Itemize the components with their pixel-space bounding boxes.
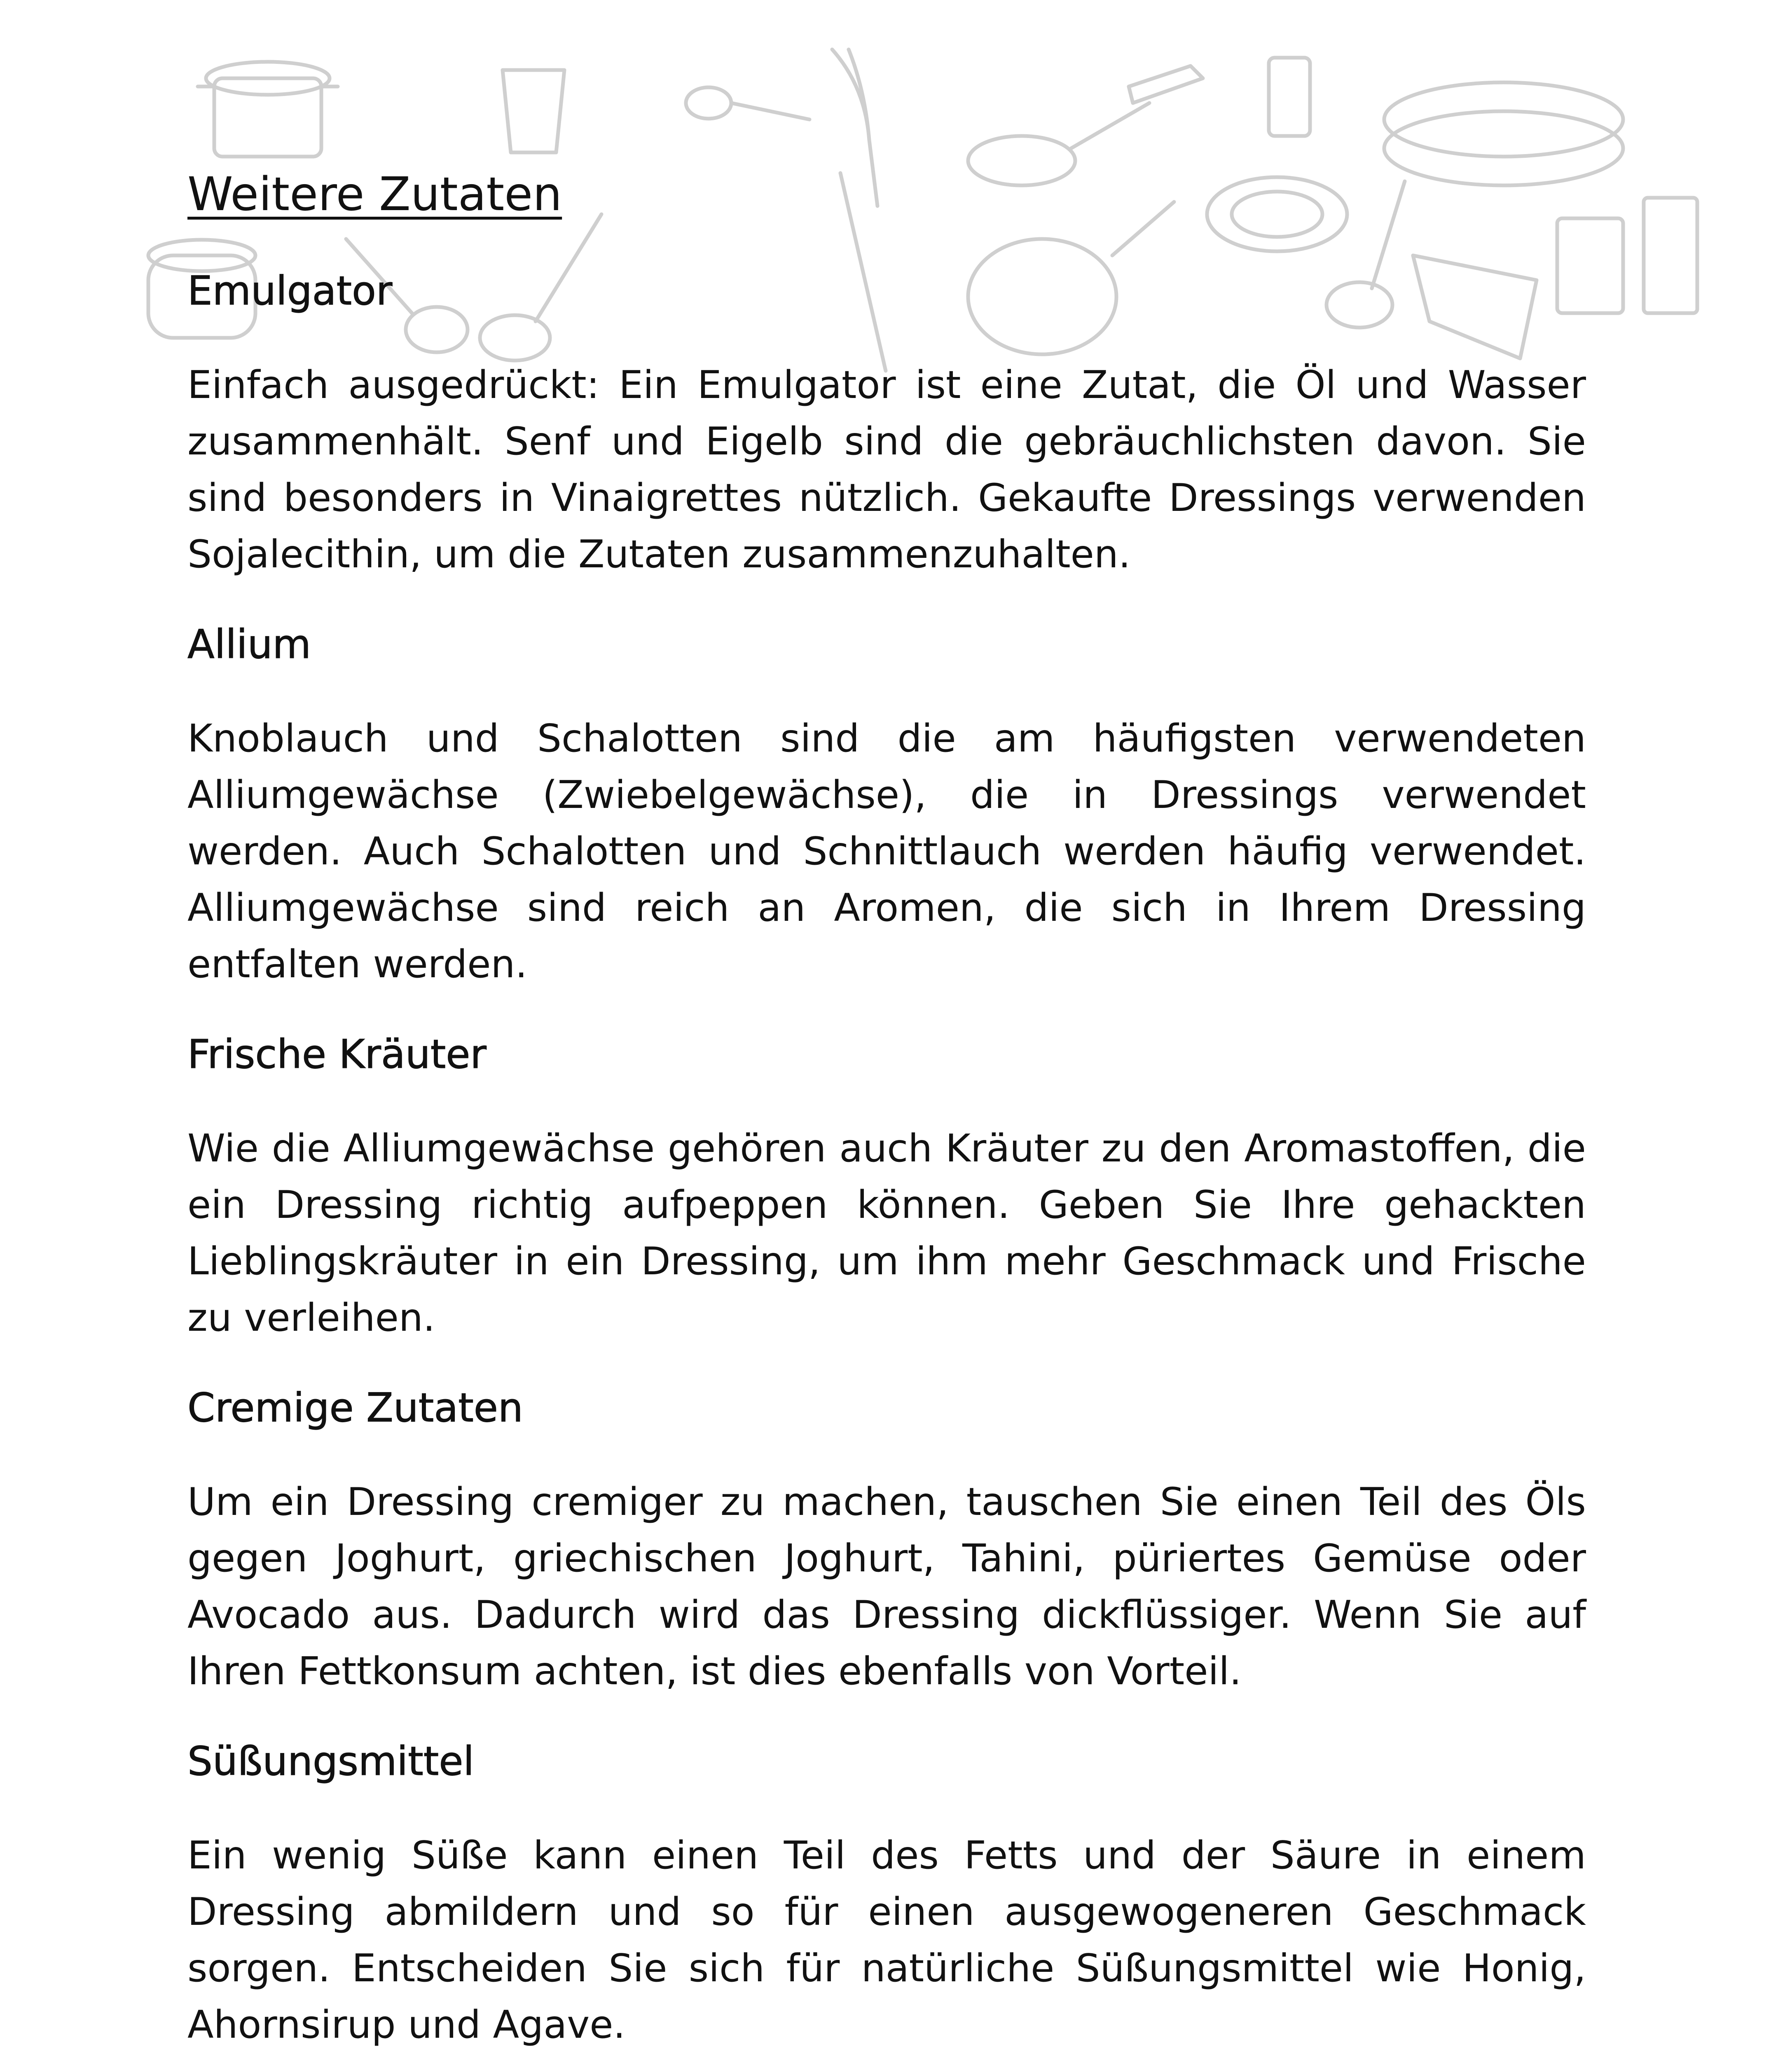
spoon-icon xyxy=(686,87,809,119)
section-heading-cremige-zutaten: Cremige Zutaten xyxy=(187,1384,523,1431)
section-text-emulgator: Einfach ausgedrückt: Ein Emulgator ist eine Zutat, die Öl und Wasser zusammenhält. Senf und Eigelb sind die gebräuchlichsten davon. Sie sind besonders in Vinaigrettes nützlich. Gekaufte Dressings verwenden Sojalecithin, um die Zutaten zusammenzuhalten. xyxy=(187,362,1586,576)
section-heading-allium: Allium xyxy=(187,621,311,667)
section-heading-emulgator: Emulgator xyxy=(187,267,393,314)
section-heading-frische-kraeuter: Frische Kräuter xyxy=(187,1031,487,1077)
pot-icon xyxy=(198,62,338,157)
section-text-frische-kraeuter: Wie die Alliumgewächse gehören auch Kräuter zu den Aromastoffen, die ein Dressing richtig aufpeppen können. Geben Sie Ihre gehackten Lieblingskräuter in ein Dressing, um ihm mehr Geschmack und Frische zu verleihen. xyxy=(187,1126,1586,1340)
jug-icon xyxy=(1269,58,1310,136)
document-content xyxy=(187,165,1586,2060)
section-text-suessungsmittel: Ein wenig Süße kann einen Teil des Fetts und der Säure in einem Dressing abmildern und so für einen ausgewogeneren Geschmack sorgen. Entscheiden Sie sich für natürliche Süßungsmittel wie Honig, Ahornsirup und Agave. xyxy=(187,1833,1586,2047)
section-text-allium: Knoblauch und Schalotten sind die am häufigsten verwendeten Alliumgewächse (Zwiebelgewächse), die in Dressings verwendet werden. Auch Schalotten und Schnittlauch werden häufig verwendet. Alliumgewächse sind reich an Aromen, die sich in Ihrem Dressing entfalten werden. xyxy=(187,716,1586,986)
knife-icon xyxy=(1129,66,1203,103)
section-text-cremige-zutaten: Um ein Dressing cremiger zu machen, tauschen Sie einen Teil des Öls gegen Joghurt, griechischen Joghurt, Tahini, püriertes Gemüse oder Avocado aus. Dadurch wird das Dressing dickflüssiger. Wenn Sie auf Ihren Fettkonsum achten, ist dies ebenfalls von Vorteil. xyxy=(187,1479,1586,1693)
grater-icon xyxy=(1644,198,1697,313)
glass-icon xyxy=(503,70,564,152)
page-title: Weitere Zutaten xyxy=(187,168,562,221)
section-heading-suessungsmittel: Süßungsmittel xyxy=(187,1738,475,1784)
